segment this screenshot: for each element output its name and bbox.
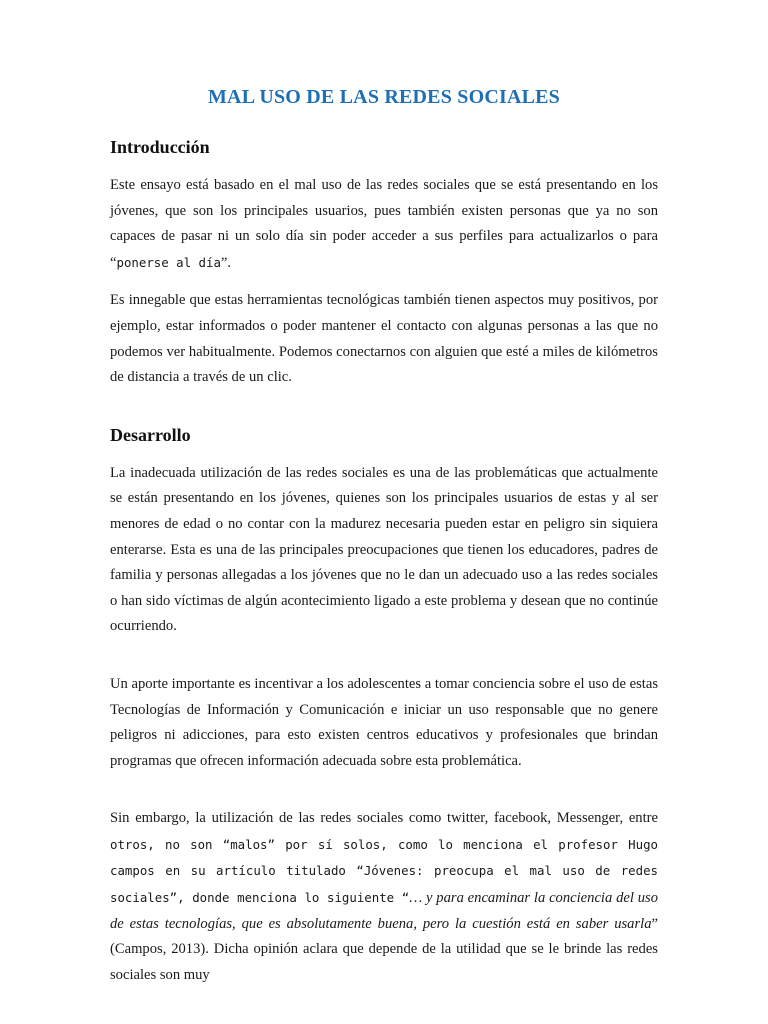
intro-p1-end: ”. [220, 254, 232, 271]
intro-p1-text: Este ensayo está basado en el mal uso de las redes sociales que se está presentando en los jóvenes, que son los principales usuarios, pues también existen personas que ya no son capaces de pasar ni un solo día sin poder acceder a sus perfiles para actualizarlos o para “ [110, 177, 658, 271]
intro-heading: Introducción [110, 137, 210, 157]
dev-p3-quote: … y para encaminar la conciencia del uso de estas tecnologías, que es absolutamente buena, pero la cuestión está en saber usarla [110, 890, 658, 932]
development-paragraph-2: Un aporte importante es incentivar a los adolescentes a tomar conciencia sobre el uso de estas Tecnologías de Información y Comunicación e iniciar un uso responsable que no genere peligros ni adicciones, para esto existen centros educativos y profesionales que brindan programas que ofrecen información adecuada sobre esta problemática. [110, 675, 658, 769]
dev-p3-text-a: Sin embargo, la utilización de las redes sociales como twitter, facebook, Messenger, entre [110, 810, 658, 827]
development-paragraph-1: La inadecuada utilización de las redes sociales es una de las problemáticas que actualmente se están presentando en los jóvenes, quienes son los principales usuarios de estas y al ser menores de edad o no contar con la madurez necesaria pueden estar en peligro sin siquiera enterarse. Esta es una de las principales preocupaciones que tienen los educadores, padres de familia y personas allegadas a los jóvenes que no le dan un adecuado uso a las redes sociales o han sido víctimas de algún acontecimiento ligado a este problema y desean que no continúe ocurriendo. [110, 464, 658, 635]
intro-paragraph-2: Es innegable que estas herramientas tecnológicas también tienen aspectos muy positivos, por ejemplo, estar informados o poder mantener el contacto con algunas personas a las que no podemos ver habitualmente. Podemos conectarnos con alguien que esté a miles de kilómetros de distancia a través de un clic. [110, 292, 658, 386]
intro-paragraph-1 [110, 173, 658, 276]
dev-p3-text-d: ” (Campos, 2013). Dicha opinión aclara que depende de la utilidad que se le brinde las redes sociales son muy [110, 915, 658, 983]
document-title: MAL USO DE LAS REDES SOCIALES [207, 86, 560, 108]
development-heading: Desarrollo [110, 424, 191, 445]
dev-p3-text-b: otros, no son “malos” por sí solos, como lo menciona el profesor Hugo campos en su artículo titulado “Jóvenes: preocupa el mal uso de redes sociales”, donde menciona lo siguiente “ [110, 836, 658, 906]
document-body [110, 84, 658, 1000]
development-paragraph-3 [110, 806, 658, 988]
intro-p1-quote: ponerse al día [116, 254, 221, 270]
